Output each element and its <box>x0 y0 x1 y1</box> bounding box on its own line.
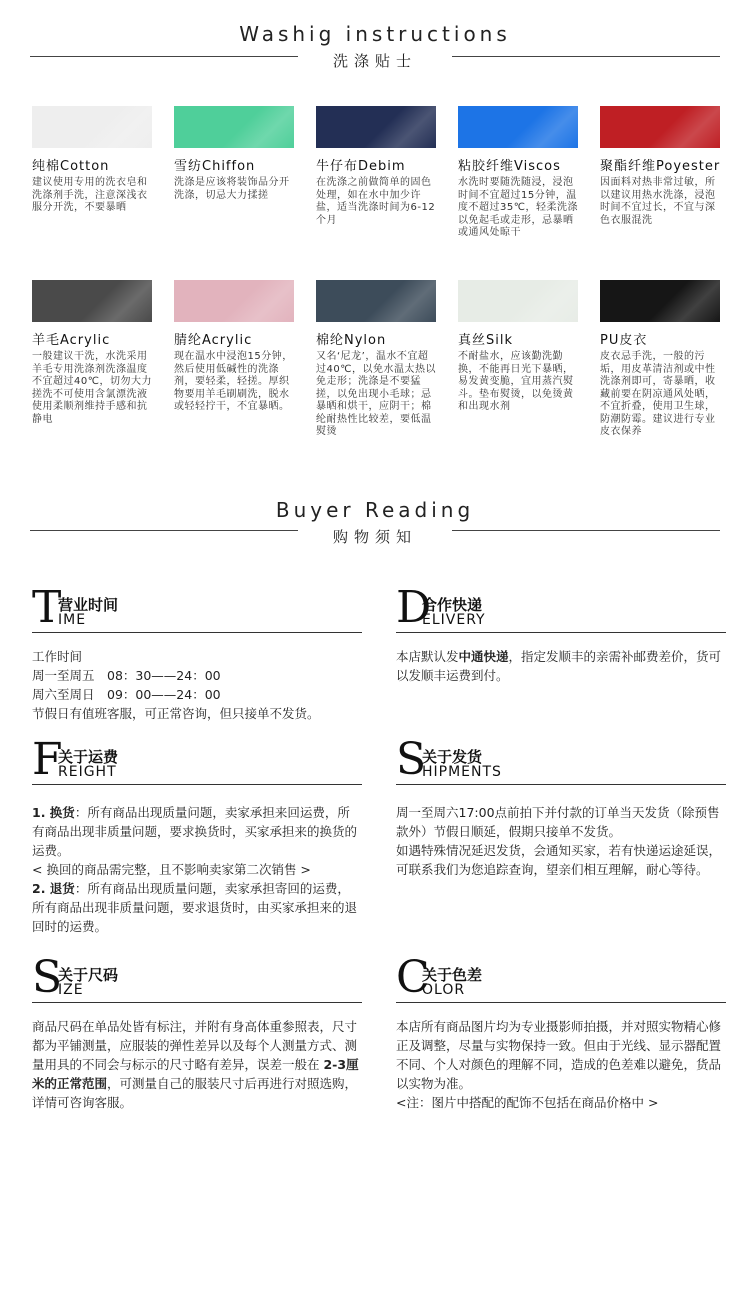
fabric-card <box>458 106 580 240</box>
wash-title-en: Washig instructions <box>239 22 511 46</box>
heading-zh: 关于发货 <box>422 748 483 766</box>
fabric-card <box>174 280 296 414</box>
fabric-swatch <box>32 280 152 322</box>
heading-zh: 关于运费 <box>58 748 119 766</box>
fabric-card <box>174 106 296 202</box>
fabric-card <box>316 280 438 439</box>
fabric-name: 粘胶纤维Viscos <box>458 159 561 174</box>
fabric-card <box>600 280 722 439</box>
body-text: ：所有商品出现质量问题，卖家承担寄回的运费，所有商品出现非质量问题，要求退货时，由买家承担来的退回时的运费。 <box>32 881 358 934</box>
size-section <box>32 952 362 1112</box>
section-body <box>32 1017 362 1112</box>
fabric-care-text: 在洗涤之前做简单的固色处理，如在水中加少许盐，适当洗涤时间为6-12个月 <box>316 177 436 226</box>
fabric-swatch <box>316 106 436 148</box>
divider <box>452 530 720 531</box>
fabric-swatch <box>600 280 720 322</box>
buyer-header <box>0 498 750 547</box>
policy-label: 2. 退货 <box>32 881 75 896</box>
shipments-section <box>396 734 726 879</box>
fabric-care-text: 一般建议干洗，水洗采用羊毛专用洗涤剂洗涤温度不宜超过40℃，切勿大力搓洗不可使用含氯漂洗液使用柔顺剂维持手感和抗静电 <box>32 351 152 425</box>
fabric-care-text: 因面料对热非常过敏，所以建议用热水洗涤，浸泡时间不宜过长，不宜与深色衣服混洗 <box>600 177 716 226</box>
size-tolerance: 2-3厘米的正常范围 <box>32 1057 359 1091</box>
section-heading <box>32 734 362 785</box>
fabric-name: 聚酯纤维Poyester <box>600 159 721 174</box>
fabric-care-text: 建议使用专用的洗衣皂和洗涤剂手洗，注意深浅衣服分开洗，不要暴晒 <box>32 177 148 213</box>
body-text: 周一至周六17:00点前拍下并付款的订单当天发货（除预售款外）节假日顺延，假期只接单不发货。 <box>396 805 720 839</box>
heading-en: IZE <box>58 982 84 998</box>
body-text: ，指定发顺丰的亲需补邮费差价，货可以发顺丰运费到付。 <box>396 649 722 683</box>
heading-en: REIGHT <box>58 764 117 780</box>
heading-en: OLOR <box>422 982 466 998</box>
initial-letter: C <box>396 952 430 1003</box>
fabric-care-text: 水洗时要随洗随浸，浸泡时间不宜超过15分钟，温度不超过35℃，轻柔洗涤以免起毛或走形，忌暴晒或通风处晾干 <box>458 177 578 238</box>
policy-label: 1. 换货 <box>32 805 75 820</box>
section-body <box>396 647 726 685</box>
heading-en: ELIVERY <box>422 612 486 628</box>
body-line: 节假日有值班客服，可正常咨询，但只接单不发货。 <box>32 706 320 721</box>
fabric-swatch <box>458 280 578 322</box>
fabric-name: 雪纺Chiffon <box>174 159 256 174</box>
buyer-title-en: Buyer Reading <box>275 498 475 522</box>
body-text: 本店所有商品图片均为专业摄影师拍摄，并对照实物精心修正及调整，尽量与实物保持一致。但由于光线、显示器配置不同、个人对颜色的理解不同，造成的色差难以避免，货品以实物为准。 <box>396 1019 722 1091</box>
fabric-card <box>600 106 722 227</box>
fabric-name: 纯棉Cotton <box>32 159 110 174</box>
body-text: 本店默认发 <box>396 649 459 664</box>
heading-en: IME <box>58 612 87 628</box>
fabric-card <box>316 106 438 227</box>
body-text: 商品尺码在单品处皆有标注，并附有身高体重参照表，尺寸都为平铺测量，应服装的弹性差异以及每个人测量方式、测量用具的不同会与标示的尺寸略有差异，误差一般在 <box>32 1019 358 1072</box>
courier-name: 中通快递 <box>458 649 509 664</box>
color-section <box>396 952 726 1112</box>
fabric-swatch <box>600 106 720 148</box>
fabric-swatch <box>174 106 294 148</box>
fabric-care-text: 皮衣忌手洗，一般的污垢，用皮革清洁剂或中性洗涤剂即可，寄暴晒，收藏前要在阴凉通风处晒，不宜折叠，使用卫生球，防潮防霉。建议进行专业皮衣保养 <box>600 351 716 437</box>
fabric-card <box>458 280 580 414</box>
section-body <box>32 647 362 723</box>
fabric-name: 腈纶Acrylic <box>174 333 253 348</box>
section-heading <box>396 734 726 785</box>
fabric-swatch <box>174 280 294 322</box>
heading-zh: 营业时间 <box>58 596 119 614</box>
fabric-care-text: 现在温水中浸泡15分钟，然后使用低碱性的洗涤剂，要轻柔，轻搓。厚织物要用羊毛刷刷洗，脱水或轻轻拧干，不宜暴晒。 <box>174 351 293 412</box>
fabric-care-text: 不耐盐水，应该勤洗勤换，不能再日光下暴晒，易发黄变脆，宜用蒸汽熨斗。垫布熨烫，以免烫黄和出现水剂 <box>458 351 574 412</box>
initial-letter: S <box>32 952 63 1003</box>
body-line: 周六至周日 09：00——24：00 <box>32 687 221 702</box>
exchange-policy <box>32 803 362 860</box>
section-body <box>396 803 726 879</box>
section-heading <box>32 952 362 1003</box>
divider <box>30 56 298 57</box>
section-heading <box>396 952 726 1003</box>
fabric-swatch <box>316 280 436 322</box>
initial-letter: F <box>32 734 63 785</box>
initial-letter: S <box>396 734 427 785</box>
delivery-section <box>396 582 726 685</box>
exchange-note: < 换回的商品需完整，且不影响卖家第二次销售 > <box>32 862 311 877</box>
fabric-swatch <box>458 106 578 148</box>
divider <box>452 56 720 57</box>
fabric-care-text: 洗涤是应该将装饰品分开洗涤，切忌大力揉搓 <box>174 177 290 201</box>
fabric-name: 真丝Silk <box>458 333 514 348</box>
business-hours-section <box>32 582 362 723</box>
section-body <box>32 803 362 936</box>
wash-header <box>0 22 750 71</box>
return-policy <box>32 879 362 936</box>
initial-letter: T <box>32 582 62 633</box>
fabric-name: PU皮衣 <box>600 333 648 348</box>
fabric-name: 棉纶Nylon <box>316 333 387 348</box>
fabric-swatch <box>32 106 152 148</box>
body-text: ，可测量自己的服装尺寸后再进行对照选购，详情可咨询客服。 <box>32 1076 358 1110</box>
heading-zh: 合作快递 <box>422 596 483 614</box>
heading-zh: 关于色差 <box>422 966 483 984</box>
heading-zh: 关于尺码 <box>58 966 119 984</box>
heading-en: HIPMENTS <box>422 764 502 780</box>
buyer-title-zh: 购物须知 <box>332 528 417 546</box>
fabric-name: 牛仔布Debim <box>316 159 406 174</box>
body-text: 如遇特殊情况延迟发货，会通知买家，若有快递运途延误，可联系我们为您追踪查询，望亲们相互理解，耐心等待。 <box>396 843 722 877</box>
initial-letter: D <box>396 582 432 633</box>
fabric-name: 羊毛Acrylic <box>32 333 111 348</box>
section-heading <box>32 582 362 633</box>
divider <box>30 530 298 531</box>
section-body <box>396 1017 726 1112</box>
fabric-card <box>32 280 154 426</box>
section-heading <box>396 582 726 633</box>
body-line: 周一至周五 08：30——24：00 <box>32 668 221 683</box>
body-line: 工作时间 <box>32 649 83 664</box>
wash-title-zh: 洗涤贴士 <box>332 52 417 70</box>
freight-section <box>32 734 362 936</box>
color-note: <注：图片中搭配的配饰不包括在商品价格中 > <box>396 1095 659 1110</box>
fabric-card <box>32 106 154 215</box>
body-text: ：所有商品出现质量问题，卖家承担来回运费，所有商品出现非质量问题，要求换货时，买家承担来的换货的运费。 <box>32 805 358 858</box>
fabric-care-text: 又名‘尼龙’，温水不宜超过40℃，以免水温太热以免走形；洗涤是不要猛搓，以免出现小毛球；忌暴晒和烘干，应阴干；棉纶耐热性比较差，要低温熨烫 <box>316 351 436 437</box>
